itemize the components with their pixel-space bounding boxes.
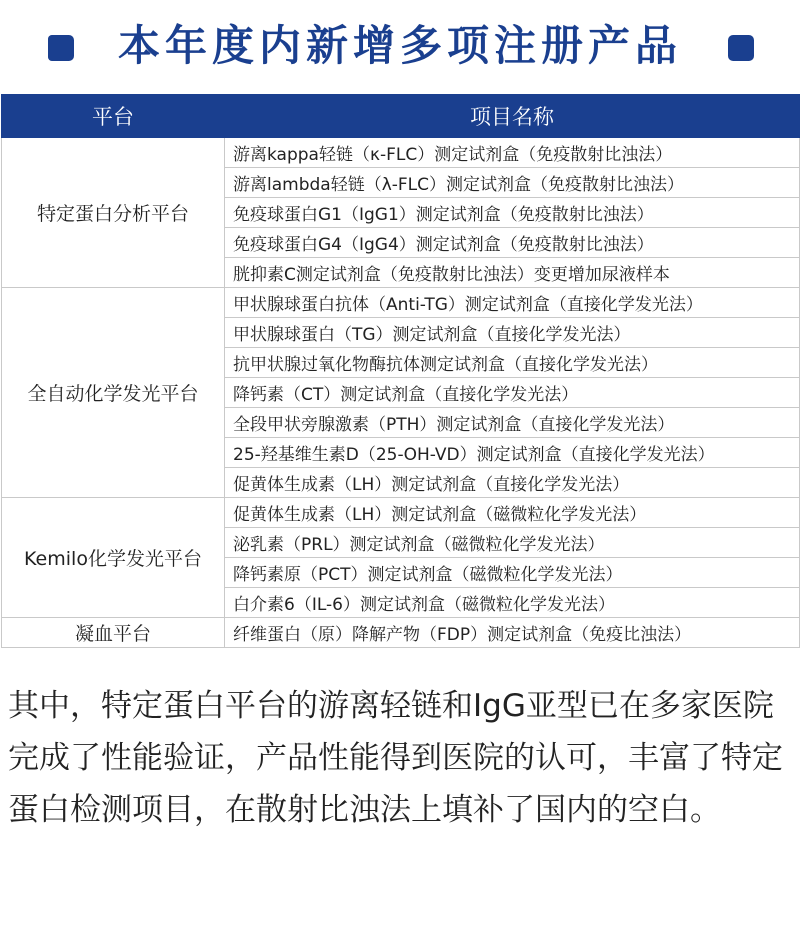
rounded-square-half-icon: [728, 35, 754, 61]
item-cell: 白介素6（IL-6）测定试剂盒（磁微粒化学发光法）: [225, 588, 800, 618]
table-row: [2, 138, 800, 168]
table-header-row: [2, 95, 800, 138]
item-cell: 全段甲状旁腺激素（PTH）测定试剂盒（直接化学发光法）: [225, 408, 800, 438]
table-row: [2, 288, 800, 318]
platform-cell: 凝血平台: [2, 618, 225, 648]
platform-cell: 特定蛋白分析平台: [2, 138, 225, 288]
table-row: [2, 498, 800, 528]
item-cell: 免疫球蛋白G1（IgG1）测定试剂盒（免疫散射比浊法）: [225, 198, 800, 228]
item-cell: 游离lambda轻链（λ-FLC）测定试剂盒（免疫散射比浊法）: [225, 168, 800, 198]
item-cell: 游离kappa轻链（κ-FLC）测定试剂盒（免疫散射比浊法）: [225, 138, 800, 168]
item-cell: 甲状腺球蛋白抗体（Anti-TG）测定试剂盒（直接化学发光法）: [225, 288, 800, 318]
item-cell: 纤维蛋白（原）降解产物（FDP）测定试剂盒（免疫比浊法）: [225, 618, 800, 648]
item-cell: 降钙素（CT）测定试剂盒（直接化学发光法）: [225, 378, 800, 408]
item-cell: 免疫球蛋白G4（IgG4）测定试剂盒（免疫散射比浊法）: [225, 228, 800, 258]
item-cell: 抗甲状腺过氧化物酶抗体测定试剂盒（直接化学发光法）: [225, 348, 800, 378]
column-header-platform: 平台: [2, 95, 225, 138]
item-cell: 胱抑素C测定试剂盒（免疫散射比浊法）变更增加尿液样本: [225, 258, 800, 288]
table-row: [2, 618, 800, 648]
column-header-item-name: 项目名称: [225, 95, 800, 138]
item-cell: 泌乳素（PRL）测定试剂盒（磁微粒化学发光法）: [225, 528, 800, 558]
platform-cell: 全自动化学发光平台: [2, 288, 225, 498]
summary-paragraph: 其中，特定蛋白平台的游离轻链和IgG亚型已在多家医院完成了性能验证，产品性能得到医院的认可，丰富了特定蛋白检测项目，在散射比浊法上填补了国内的空白。: [8, 688, 783, 828]
products-table: [1, 94, 800, 648]
item-cell: 25-羟基维生素D（25-OH-VD）测定试剂盒（直接化学发光法）: [225, 438, 800, 468]
platform-cell: Kemilo化学发光平台: [2, 498, 225, 618]
item-cell: 降钙素原（PCT）测定试剂盒（磁微粒化学发光法）: [225, 558, 800, 588]
page-title: 本年度内新增多项注册产品: [117, 21, 682, 70]
title-bar: [0, 0, 800, 92]
item-cell: 促黄体生成素（LH）测定试剂盒（磁微粒化学发光法）: [225, 498, 800, 528]
item-cell: 促黄体生成素（LH）测定试剂盒（直接化学发光法）: [225, 468, 800, 498]
item-cell: 甲状腺球蛋白（TG）测定试剂盒（直接化学发光法）: [225, 318, 800, 348]
